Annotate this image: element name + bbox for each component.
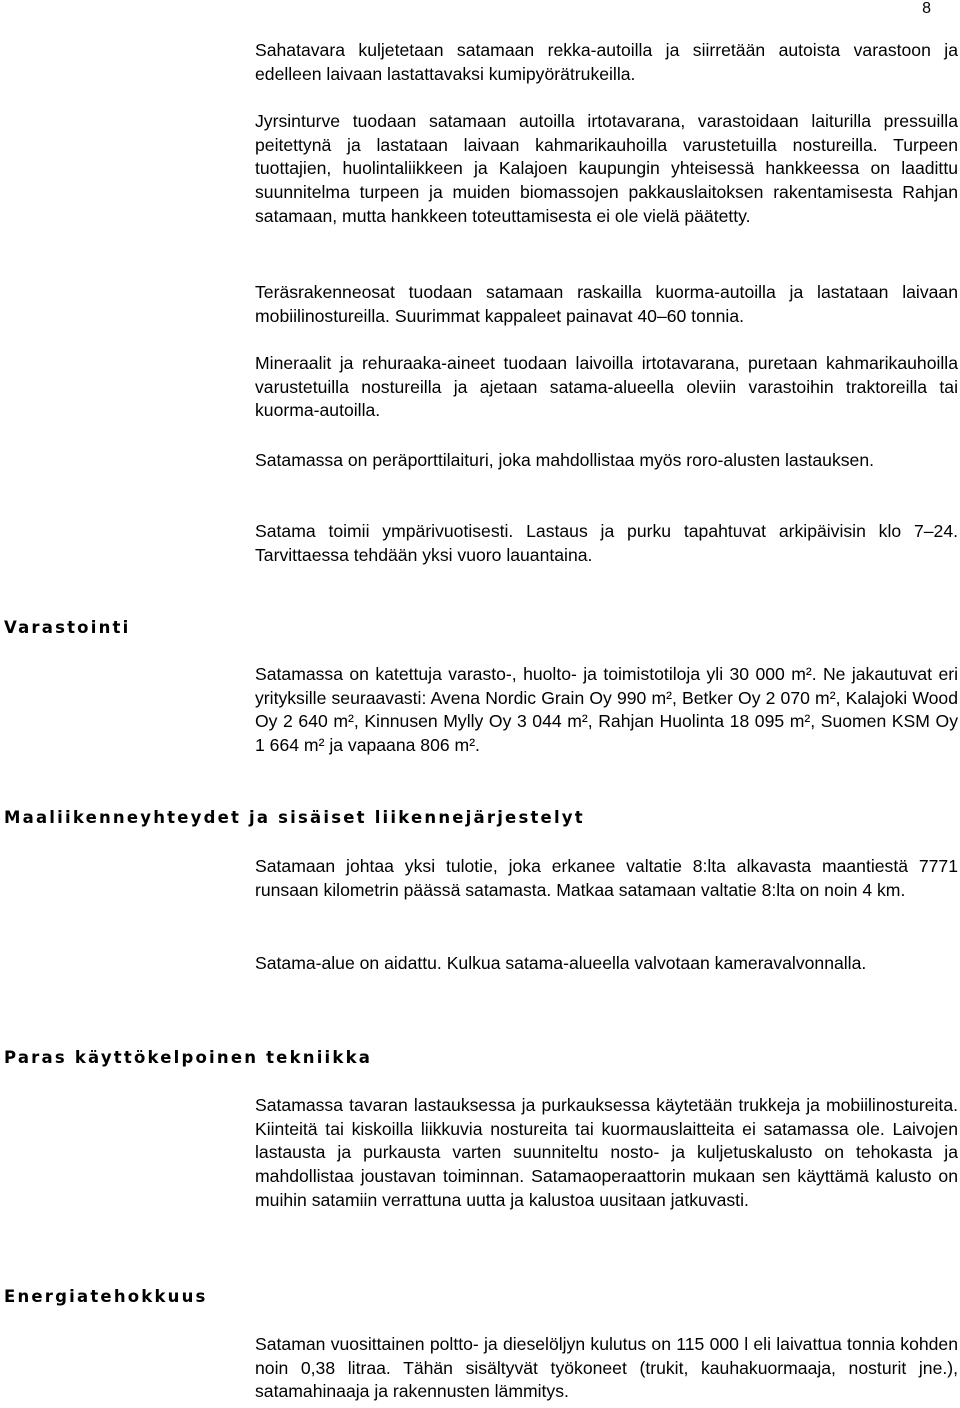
heading-maaliikenneyhteydet: Maaliikenneyhteydet ja sisäiset liikennejärjestelyt xyxy=(4,808,585,827)
heading-paras-kayttokelpoinen-tekniikka: Paras käyttökelpoinen tekniikka xyxy=(4,1048,373,1067)
paragraph-trukit-ja-nosturit: Satamassa tavaran lastauksessa ja purkauksessa käytetään trukkeja ja mobiilinostureita. Kiinteitä tai kiskoilla liikkuvia nostureita tai kuormauslaitteita ei satamassa ole. Laivojen lastausta ja purkausta varten suunniteltu nosto- ja kuljetuskalusto on tehokasta ja mahdollistaa joustavan toiminnan. Satamaoperaattorin mukaan sen käyttämä kalusto on muihin satamiin verrattuna uutta ja kalustoa uusitaan jatkuvasti. xyxy=(255,1095,958,1210)
heading-energiatehokkuus: Energiatehokkuus xyxy=(4,1287,208,1306)
paragraph-varastotilat: Satamassa on katettuja varasto-, huolto- ja toimistotiloja yli 30 000 m². Ne jakautuvat eri yrityksille seuraavasti: Avena Nordic Grain Oy 990 m², Betker Oy 2 070 m², Kalajoki Wood Oy 2 640 m², Kinnusen Mylly Oy 3 044 m², Rahjan Huolinta 18 095 m², Suomen KSM Oy 1 664 m² ja vapaana 806 m². xyxy=(255,664,958,756)
paragraph-tulotie: Satamaan johtaa yksi tulotie, joka erkanee valtatie 8:lta alkavasta maantiestä 7771 runsaan kilometrin päässä satamasta. Matkaa satamaan valtatie 8:lta on noin 4 km. xyxy=(255,856,958,900)
paragraph-sahatavara: Sahatavara kuljetetaan satamaan rekka-autoilla ja siirretään autoista varastoon ja edelleen laivaan lastattavaksi kumipyörätrukeilla. xyxy=(255,40,958,84)
paragraph-peraporttilaituri: Satamassa on peräporttilaituri, joka mahdollistaa myös roro-alusten lastauksen. xyxy=(255,450,875,470)
paragraph-aidattu: Satama-alue on aidattu. Kulkua satama-alueella valvotaan kameravalvonnalla. xyxy=(255,953,867,973)
heading-varastointi: Varastointi xyxy=(4,618,131,637)
paragraph-terasrakenneosat: Teräsrakenneosat tuodaan satamaan raskailla kuorma-autoilla ja lastataan laivaan mobiilinostureilla. Suurimmat kappaleet painavat 40–60 tonnia. xyxy=(255,282,958,326)
page-number: 8 xyxy=(922,0,931,17)
paragraph-jyrsinturve: Jyrsinturve tuodaan satamaan autoilla irtotavarana, varastoidaan laiturilla pressuilla peitettynä ja lastataan laivaan kahmarikauhoilla varustetuilla nostureilla. Turpeen tuottajien, huolintaliikkeen ja Kalajoen kaupungin yhteisessä hankkeessa on laadittu suunnitelma turpeen ja muiden biomassojen pakkauslaitoksen rakentamisesta Rahjan satamaan, mutta hankkeen toteuttamisesta ei ole vielä päätetty. xyxy=(255,111,958,226)
paragraph-mineraalit: Mineraalit ja rehuraaka-aineet tuodaan laivoilla irtotavarana, puretaan kahmarikauhoilla varustetuilla nostureilla ja ajetaan satama-alueella oleviin varastoihin traktoreilla tai kuorma-autoilla. xyxy=(255,353,958,421)
paragraph-polttooljy: Sataman vuosittainen poltto- ja dieselöljyn kulutus on 115 000 l eli laivattua tonnia kohden noin 0,38 litraa. Tähän sisältyvät työkoneet (trukit, kauhakuormaaja, nosturit jne.), satamahinaaja ja rakennusten lämmitys. xyxy=(255,1334,958,1402)
paragraph-ymparivuotisesti: Satama toimii ympärivuotisesti. Lastaus ja purku tapahtuvat arkipäivisin klo 7–24. Tarvittaessa tehdään yksi vuoro lauantaina. xyxy=(255,521,958,565)
